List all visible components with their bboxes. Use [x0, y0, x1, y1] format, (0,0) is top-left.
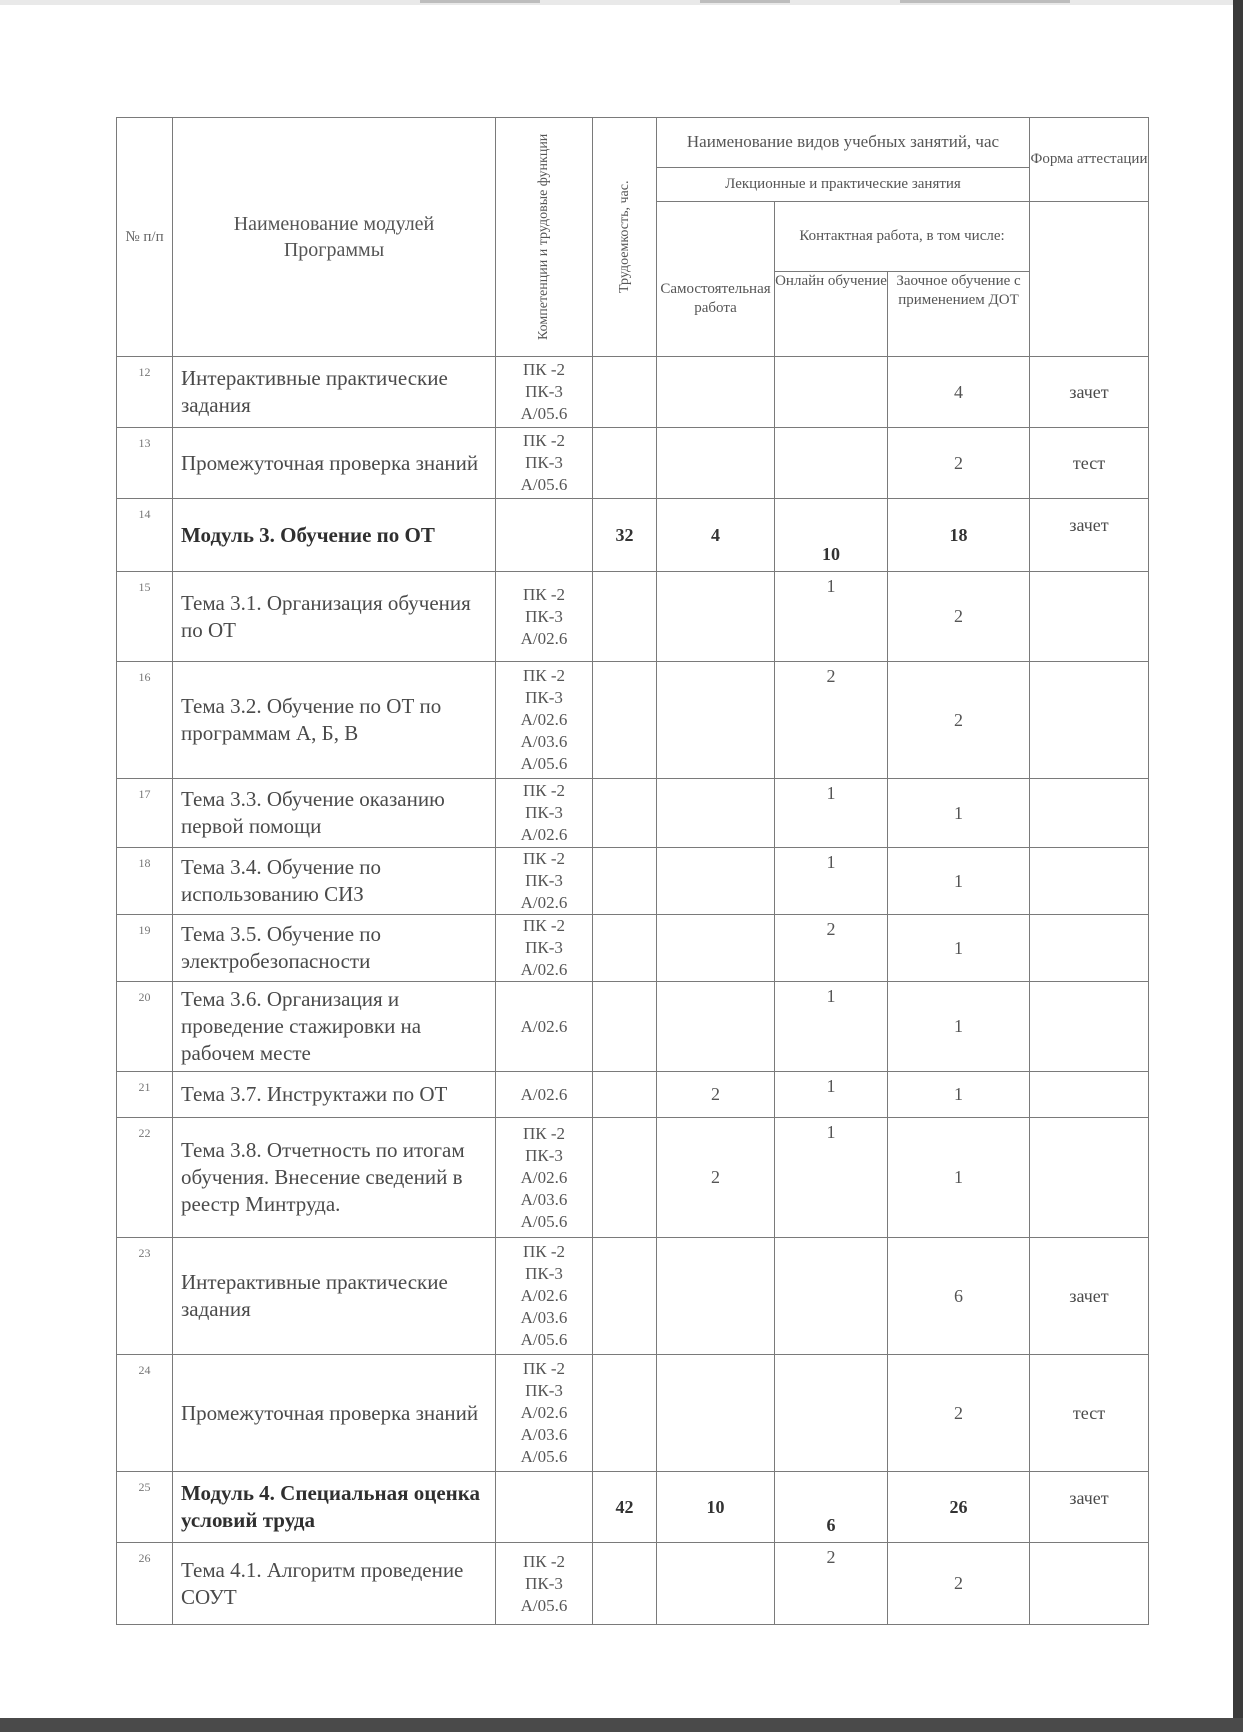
competency-code: ПК-3 — [525, 1381, 563, 1400]
row-number: 13 — [117, 428, 173, 499]
row-attestation — [1030, 1118, 1149, 1238]
header-self-work — [657, 202, 775, 357]
row-distance: 2 — [888, 428, 1030, 499]
row-distance: 18 — [888, 499, 1030, 572]
row-online — [775, 1238, 888, 1355]
row-competencies — [496, 779, 593, 848]
row-number: 18 — [117, 848, 173, 915]
table-row — [117, 428, 1149, 499]
row-competencies — [496, 1472, 593, 1543]
row-self-work — [657, 915, 775, 982]
row-title: Тема 3.6. Организация и проведение стажировки на рабочем месте — [173, 982, 496, 1072]
header-lectures-label: Лекционные и практические занятия — [725, 176, 961, 192]
row-online — [775, 848, 888, 915]
competency-code: ПК-3 — [525, 688, 563, 707]
row-title: Промежуточная проверка знаний — [173, 428, 496, 499]
row-attestation: зачет — [1030, 1238, 1149, 1355]
row-title: Тема 3.1. Организация обучения по ОТ — [173, 572, 496, 662]
online-hours: 1 — [826, 986, 836, 1006]
row-attestation: зачет — [1030, 357, 1149, 428]
row-online — [775, 662, 888, 779]
competency-code: ПК -2 — [522, 1359, 566, 1378]
header-online-label: Онлайн обучение — [775, 273, 887, 289]
competency-code: А/05.6 — [520, 754, 568, 773]
row-number: 16 — [117, 662, 173, 779]
row-distance: 1 — [888, 1118, 1030, 1238]
competency-code: А/02.6 — [520, 825, 568, 844]
row-competencies — [496, 499, 593, 572]
online-hours: 2 — [826, 919, 836, 939]
online-hours: 1 — [826, 1076, 836, 1096]
row-labor — [593, 915, 657, 982]
row-number: 19 — [117, 915, 173, 982]
row-self-work — [657, 572, 775, 662]
competency-code: ПК -2 — [522, 916, 566, 935]
competency-code: А/05.6 — [520, 475, 568, 494]
competency-code: А/02.6 — [520, 710, 568, 729]
competency-code: А/05.6 — [520, 1211, 568, 1231]
row-title: Тема 4.1. Алгоритм проведение СОУТ — [173, 1543, 496, 1625]
table-row — [117, 1543, 1149, 1625]
scan-artifact — [420, 0, 540, 3]
competency-code: А/02.6 — [520, 1167, 568, 1187]
row-distance: 1 — [888, 848, 1030, 915]
row-online — [775, 1355, 888, 1472]
online-hours: 6 — [826, 1515, 836, 1535]
row-number: 22 — [117, 1118, 173, 1238]
row-labor — [593, 779, 657, 848]
row-labor — [593, 848, 657, 915]
competency-code: ПК-3 — [525, 453, 563, 472]
online-hours: 1 — [826, 852, 836, 872]
competency-code: ПК -2 — [522, 1123, 566, 1143]
row-distance: 2 — [888, 1543, 1030, 1625]
row-labor — [593, 1118, 657, 1238]
header-distance — [888, 272, 1030, 357]
competency-code: ПК -2 — [522, 666, 566, 685]
online-hours: 2 — [826, 666, 836, 686]
table-row — [117, 499, 1149, 572]
row-number: 12 — [117, 357, 173, 428]
row-self-work — [657, 662, 775, 779]
row-competencies — [496, 662, 593, 779]
row-self-work — [657, 1238, 775, 1355]
header-attestation — [1030, 118, 1149, 202]
row-distance: 1 — [888, 982, 1030, 1072]
row-online — [775, 779, 888, 848]
row-distance: 2 — [888, 662, 1030, 779]
online-hours: 1 — [826, 576, 836, 596]
competency-code: ПК-3 — [525, 803, 563, 822]
scan-bottom-edge — [0, 1718, 1243, 1732]
scan-artifact — [700, 0, 790, 3]
program-table — [116, 117, 1149, 1625]
row-attestation — [1030, 848, 1149, 915]
row-competencies — [496, 1238, 593, 1355]
table-row — [117, 1238, 1149, 1355]
header-competencies — [496, 118, 593, 357]
header-name-line2: Программы — [283, 239, 385, 261]
row-self-work — [657, 1355, 775, 1472]
row-number: 23 — [117, 1238, 173, 1355]
competency-code: ПК -2 — [522, 584, 566, 604]
table-row — [117, 848, 1149, 915]
competency-code: ПК -2 — [522, 781, 566, 800]
header-online — [775, 272, 888, 357]
row-attestation — [1030, 572, 1149, 662]
row-attestation — [1030, 779, 1149, 848]
table-row — [117, 662, 1149, 779]
header-labor — [593, 118, 657, 357]
row-title: Модуль 3. Обучение по ОТ — [173, 499, 496, 572]
header-contact-label: Контактная работа, в том числе: — [799, 228, 1005, 244]
row-title: Тема 3.8. Отчетность по итогам обучения. Внесение сведений в реестр Минтруда. — [173, 1118, 496, 1238]
row-self-work: 2 — [657, 1118, 775, 1238]
header-contact — [775, 202, 1030, 272]
competency-code: ПК-3 — [525, 382, 563, 401]
row-online — [775, 499, 888, 572]
table-row — [117, 982, 1149, 1072]
online-hours: 10 — [822, 544, 840, 564]
header-types-label: Наименование видов учебных занятий, час — [686, 132, 1000, 151]
competency-code: А/02.6 — [520, 893, 568, 912]
row-labor: 32 — [593, 499, 657, 572]
row-distance: 26 — [888, 1472, 1030, 1543]
row-self-work — [657, 1543, 775, 1625]
row-number: 15 — [117, 572, 173, 662]
table-row — [117, 357, 1149, 428]
row-number: 14 — [117, 499, 173, 572]
row-attestation — [1030, 915, 1149, 982]
row-title: Тема 3.2. Обучение по ОТ по программам А, Б, В — [173, 662, 496, 779]
competency-code: ПК-3 — [525, 1264, 563, 1283]
row-title: Тема 3.3. Обучение оказанию первой помощи — [173, 779, 496, 848]
header-name-line1: Наименование модулей — [233, 213, 435, 235]
table-row — [117, 572, 1149, 662]
row-online — [775, 357, 888, 428]
table-row — [117, 1355, 1149, 1472]
competency-code: ПК-3 — [525, 938, 563, 957]
row-attestation: зачет — [1030, 499, 1149, 572]
competency-code: ПК -2 — [522, 431, 566, 450]
row-self-work — [657, 779, 775, 848]
row-self-work — [657, 982, 775, 1072]
competency-code: А/02.6 — [520, 1403, 568, 1422]
competency-code: А/02.6 — [520, 628, 568, 648]
competency-code: А/05.6 — [520, 1595, 568, 1615]
row-title: Промежуточная проверка знаний — [173, 1355, 496, 1472]
row-competencies — [496, 572, 593, 662]
row-title: Модуль 4. Специальная оценка условий труда — [173, 1472, 496, 1543]
row-attestation: тест — [1030, 428, 1149, 499]
row-number: 26 — [117, 1543, 173, 1625]
row-number: 25 — [117, 1472, 173, 1543]
table-body — [117, 357, 1149, 1625]
competency-code: ПК-3 — [525, 606, 563, 626]
row-self-work — [657, 428, 775, 499]
row-attestation: зачет — [1030, 1472, 1149, 1543]
row-attestation — [1030, 1543, 1149, 1625]
header-types — [657, 118, 1030, 168]
competency-code: А/05.6 — [520, 404, 568, 423]
table-row — [117, 1118, 1149, 1238]
header-attestation-label: Форма аттестации — [1030, 151, 1148, 167]
row-labor — [593, 982, 657, 1072]
row-competencies — [496, 1355, 593, 1472]
competency-code: А/03.6 — [520, 1425, 568, 1444]
competency-code: А/03.6 — [520, 1189, 568, 1209]
competency-code: ПК -2 — [522, 1242, 566, 1261]
row-labor — [593, 572, 657, 662]
competency-code: А/02.6 — [520, 1016, 568, 1036]
table-row — [117, 915, 1149, 982]
online-hours: 2 — [826, 1547, 836, 1567]
row-self-work: 4 — [657, 499, 775, 572]
row-distance: 6 — [888, 1238, 1030, 1355]
table-row — [117, 779, 1149, 848]
header-distance-label: Заочное обучение с применением ДОТ — [896, 273, 1021, 308]
row-online — [775, 572, 888, 662]
row-distance: 2 — [888, 572, 1030, 662]
row-online — [775, 1543, 888, 1625]
row-online — [775, 1072, 888, 1118]
row-competencies — [496, 1118, 593, 1238]
row-labor — [593, 1355, 657, 1472]
row-labor — [593, 1072, 657, 1118]
competency-code: А/02.6 — [520, 1084, 568, 1104]
row-distance: 1 — [888, 1072, 1030, 1118]
row-online — [775, 982, 888, 1072]
row-online — [775, 1118, 888, 1238]
row-labor: 42 — [593, 1472, 657, 1543]
row-number: 21 — [117, 1072, 173, 1118]
row-online — [775, 915, 888, 982]
row-labor — [593, 1238, 657, 1355]
competency-code: ПК-3 — [525, 1145, 563, 1165]
row-competencies — [496, 1072, 593, 1118]
row-title: Интерактивные практические задания — [173, 357, 496, 428]
competency-code: А/05.6 — [520, 1447, 568, 1466]
row-competencies — [496, 357, 593, 428]
online-hours: 1 — [826, 1122, 836, 1142]
row-competencies — [496, 982, 593, 1072]
scan-right-edge — [1233, 0, 1243, 1732]
header-competencies-label: Компетенции и трудовые функции — [536, 133, 551, 341]
competency-code: ПК -2 — [522, 360, 566, 379]
row-self-work: 2 — [657, 1072, 775, 1118]
row-distance: 2 — [888, 1355, 1030, 1472]
row-self-work — [657, 357, 775, 428]
row-attestation: тест — [1030, 1355, 1149, 1472]
row-distance: 4 — [888, 357, 1030, 428]
row-title: Тема 3.4. Обучение по использованию СИЗ — [173, 848, 496, 915]
header-lectures — [657, 168, 1030, 202]
row-competencies — [496, 428, 593, 499]
row-title: Тема 3.5. Обучение по электробезопасности — [173, 915, 496, 982]
row-competencies — [496, 1543, 593, 1625]
header-module-name — [173, 118, 496, 357]
header-attestation-blank — [1030, 202, 1149, 357]
row-labor — [593, 662, 657, 779]
row-labor — [593, 428, 657, 499]
row-labor — [593, 1543, 657, 1625]
header-num — [117, 118, 173, 357]
online-hours: 1 — [826, 783, 836, 803]
competency-code: А/03.6 — [520, 1308, 568, 1327]
row-labor — [593, 357, 657, 428]
row-distance: 1 — [888, 915, 1030, 982]
header-self-work-label: Самостоятельная работа — [660, 281, 771, 316]
competency-code: А/02.6 — [520, 1286, 568, 1305]
row-attestation — [1030, 982, 1149, 1072]
competency-code: ПК-3 — [525, 871, 563, 890]
row-attestation — [1030, 662, 1149, 779]
competency-code: ПК-3 — [525, 1573, 563, 1593]
row-distance: 1 — [888, 779, 1030, 848]
row-competencies — [496, 915, 593, 982]
row-number: 24 — [117, 1355, 173, 1472]
table-header — [117, 118, 1149, 357]
row-online — [775, 428, 888, 499]
competency-code: А/03.6 — [520, 732, 568, 751]
row-number: 17 — [117, 779, 173, 848]
competency-code: ПК -2 — [522, 1551, 566, 1571]
row-competencies — [496, 848, 593, 915]
row-title: Интерактивные практические задания — [173, 1238, 496, 1355]
competency-code: А/05.6 — [520, 1330, 568, 1349]
header-num-label: № п/п — [125, 228, 164, 245]
header-labor-label: Трудоемкость, час. — [616, 180, 632, 294]
competency-code: А/02.6 — [520, 960, 568, 979]
table-row — [117, 1072, 1149, 1118]
competency-code: ПК -2 — [522, 849, 566, 868]
row-self-work: 10 — [657, 1472, 775, 1543]
row-self-work — [657, 848, 775, 915]
scan-artifact — [900, 0, 1070, 3]
table-row — [117, 1472, 1149, 1543]
row-online — [775, 1472, 888, 1543]
row-attestation — [1030, 1072, 1149, 1118]
row-number: 20 — [117, 982, 173, 1072]
row-title: Тема 3.7. Инструктажи по ОТ — [173, 1072, 496, 1118]
